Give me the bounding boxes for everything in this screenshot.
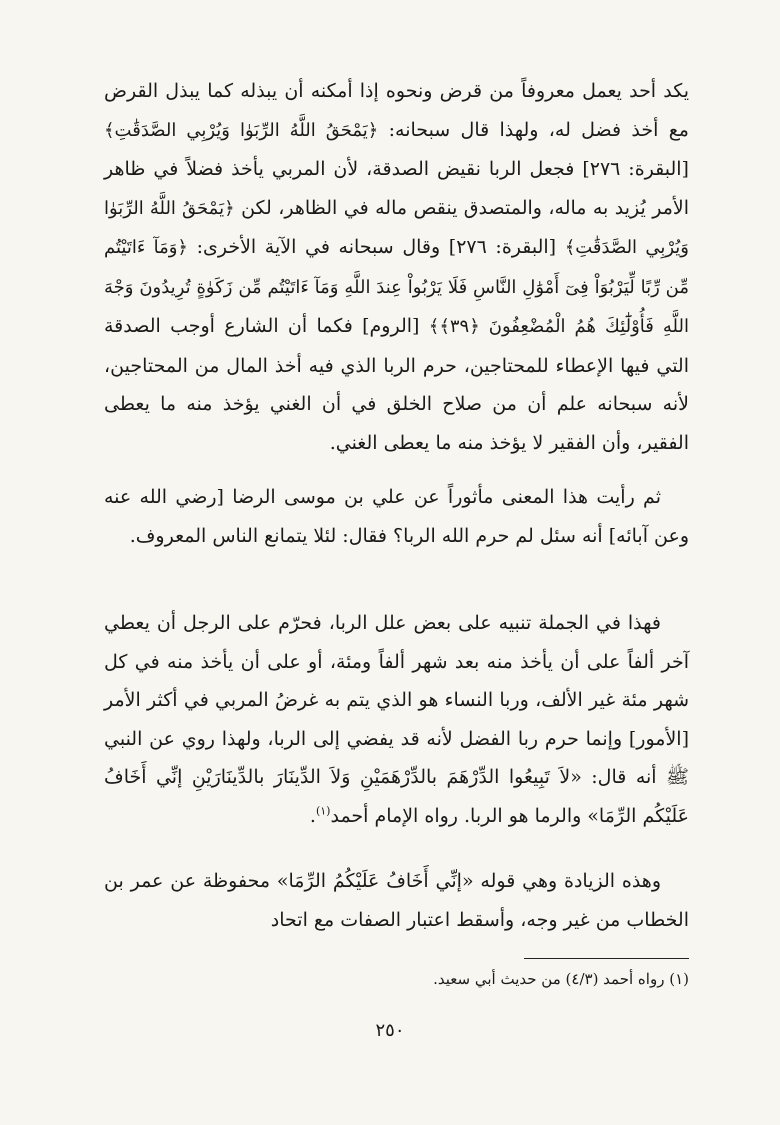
footnote-separator bbox=[524, 958, 689, 959]
paragraph-text: ثم رأيت هذا المعنى مأثوراً عن علي بن موسى الرضا [رضي الله عنه وعن آبائه] أنه سئل لم حرم الله الربا؟ فقال: لئلا يتمانع الناس المعروف. bbox=[104, 486, 689, 547]
paragraph-2 bbox=[104, 478, 689, 555]
paragraph-3 bbox=[104, 604, 689, 835]
paragraph-text: [البقرة: ٢٧٦] وقال سبحانه في الآية الأخرى: bbox=[187, 236, 565, 258]
paragraph-text: يكد أحد يعمل معروفاً من قرض ونحوه إذا أمكنه أن يبذله كما يبذل القرض مع أخذ فضل له، ولهذا قال سبحانه: bbox=[104, 80, 689, 141]
page-number: ٢٥٠ bbox=[375, 1020, 405, 1041]
quran-verse: ﴿يَمْحَقُ اللَّهُ الرِّبَوٰا وَيُرْبِي الصَّدَقَٰتِ﴾ bbox=[104, 197, 689, 258]
paragraph-text: فهذا في الجملة تنبيه على بعض علل الربا، فحرّم على الرجل أن يعطي آخر ألفاً على أن يأخذ منه بعد شهر ألفاً ومئة، أو على أن يأخذ منه في كل شهر مئة غير الألف، وربا النساء هو الذي يتم به غرضُ المربي في أكثر الأمر [الأمور] وإنما حرم ربا الفضل لأنه قد يفضي إلى الربا، ولهذا روي عن النبي ﷺ أنه قال: «لاَ تَبِيعُوا الدِّرْهَمَ بالدِّرْهَمَيْنِ وَلاَ الدِّينَارَ بالدِّينَارَيْنِ إنِّي أَخَافُ عَلَيْكُم الرِّمَا» والرما هو الربا. رواه الإمام أحمد bbox=[104, 612, 689, 827]
quran-verse: ﴿يَمْحَقُ اللَّهُ الرِّبَوٰا وَيُرْبِي الصَّدَقَٰتِ﴾ bbox=[104, 119, 379, 141]
paragraph-text: [الروم] فكما أن الشارع أوجب الصدقة التي فيها الإعطاء للمحتاجين، حرم الربا الذي فيه أخذ المال من المحتاجين، لأنه سبحانه علم أن من صلاح الخلق في أن الغني يؤخذ منه ما يعطى الفقير، وأن الفقير لا يؤخذ منه ما يعطى الغني. bbox=[104, 315, 689, 454]
footnote-marker: (١) bbox=[315, 804, 331, 818]
paragraph-1 bbox=[104, 72, 689, 462]
footnote: (١) رواه أحمد (٤/٣) من حديث أبي سعيد. bbox=[433, 970, 689, 988]
paragraph-text: [البقرة: ٢٧٦] فجعل الربا نقيض الصدقة، لأن المربي يأخذ فضلاً في ظاهر الأمر يُزيد به ماله، والمتصدق ينقص ماله في الظاهر، لكن bbox=[104, 158, 690, 219]
paragraph-text: وهذه الزيادة وهي قوله «إنِّي أَخَافُ عَلَيْكُمُ الرِّمَا» محفوظة عن عمر بن الخطاب من غير وجه، وأسقط اعتبار الصفات مع اتحاد bbox=[104, 870, 689, 931]
paragraph-4 bbox=[104, 862, 689, 939]
paragraph-text: . bbox=[309, 804, 316, 827]
quran-verse: ﴿وَمَآ ءَاتَيْتُم مِّن رِّبًا لِّيَرْبُوَاْ فِىٓ أَمْوَٰلِ النَّاسِ فَلَا يَرْبُواْ عِندَ اللَّهِ وَمَآ ءَاتَيْتُم مِّن زَكَوٰةٍ تُرِيدُونَ وَجْهَ اللَّهِ فَأُوْلَٰٓئِكَ هُمُ الْمُضْعِفُونَ ﴿٣٩﴾﴾ bbox=[104, 237, 689, 337]
